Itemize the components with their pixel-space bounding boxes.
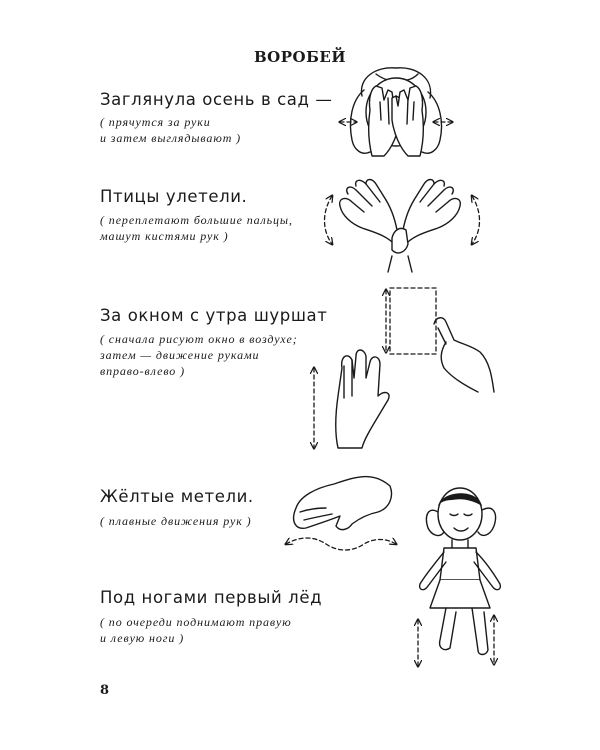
bird-hands-illustration <box>325 180 480 273</box>
instruction-3-line-3: вправо-влево ) <box>100 364 185 378</box>
instruction-1-line-1: ( прячутся за руки <box>100 115 211 129</box>
instruction-4-line-1: ( плавные движения рук ) <box>100 514 252 528</box>
window-drawing-hands-illustration <box>314 288 494 448</box>
verse-line-4: Жёлтые метели. <box>100 487 254 506</box>
verse-line-1: Заглянула осень в сад — <box>100 90 333 109</box>
verse-line-5: Под ногами первый лёд <box>100 588 323 607</box>
instruction-1-line-2: и затем выглядывают ) <box>100 131 242 145</box>
girl-standing-illustration <box>418 488 500 666</box>
instruction-2-line-2: машут кистями рук ) <box>100 229 229 243</box>
instruction-5-line-2: и левую ноги ) <box>100 631 185 645</box>
instruction-5-line-1: ( по очереди поднимают правую <box>100 615 292 629</box>
instruction-2-line-1: ( переплетают большие пальцы, <box>100 213 293 227</box>
verse-line-3: За окном с утра шуршат <box>100 306 328 325</box>
wave-hand-illustration <box>286 477 396 550</box>
verse-line-2: Птицы улетели. <box>100 187 248 206</box>
girl-peeking-hands-illustration <box>340 68 452 156</box>
page-number: 8 <box>100 683 110 698</box>
instruction-3-line-2: затем — движение руками <box>100 348 260 362</box>
instruction-3-line-1: ( сначала рисуют окно в воздухе; <box>100 332 298 346</box>
poem-title: ВОРОБЕЙ <box>253 48 346 66</box>
